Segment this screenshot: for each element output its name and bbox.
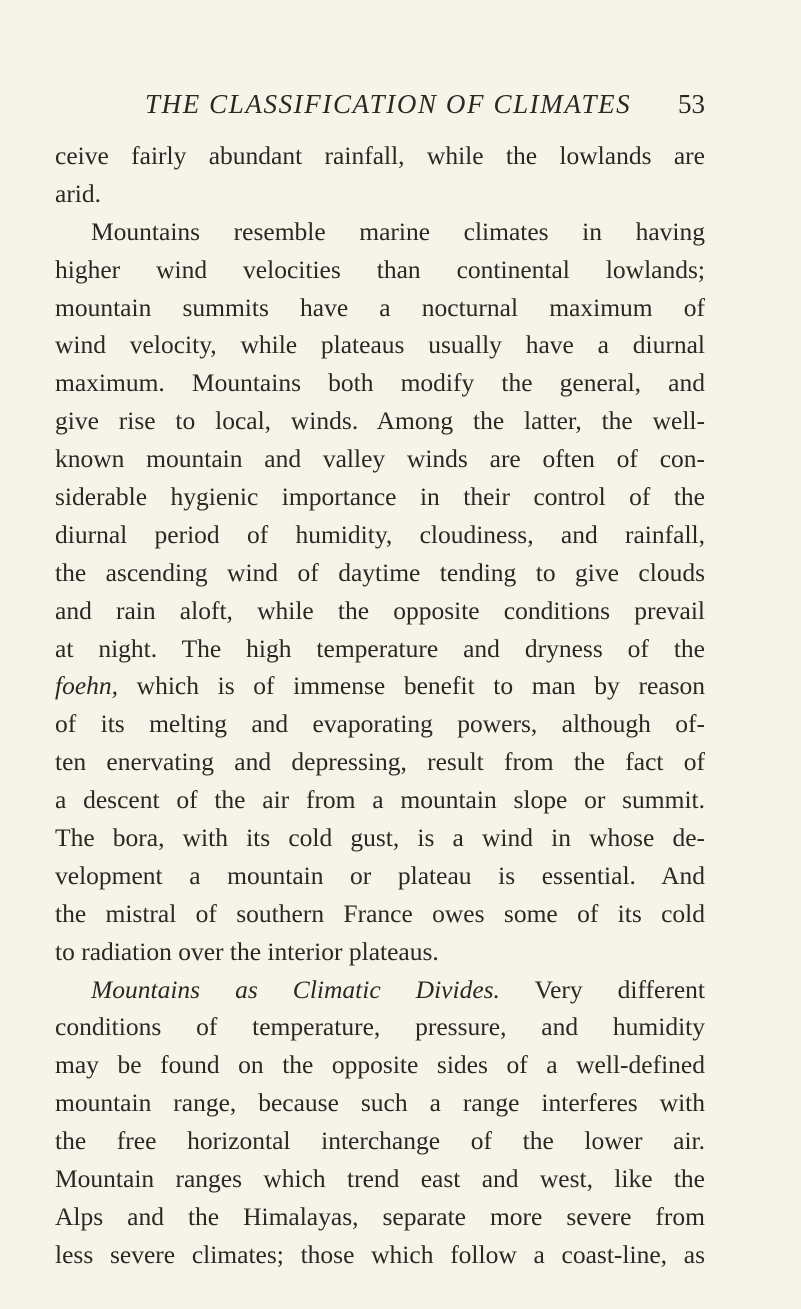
body-text — [55, 137, 705, 1274]
text-line: The bora, with its cold gust, is a wind in whose de- — [55, 823, 705, 853]
text-line — [55, 667, 705, 705]
text-line: ten enervating and depressing, result from the fact of — [55, 747, 705, 777]
text-line — [55, 971, 705, 1009]
text-line: at night. The high temperature and dryness of the — [55, 633, 705, 663]
text-line: Mountain ranges which trend east and west, like the — [55, 1164, 705, 1194]
text-line: mountain summits have a nocturnal maximum of — [55, 292, 705, 322]
text-line: less severe climates; those which follow a coast-line, as — [55, 1239, 705, 1269]
text-line: may be found on the opposite sides of a well-defined — [55, 1050, 705, 1080]
text-line: mountain range, because such a range interferes with — [55, 1088, 705, 1118]
text-line: arid. — [55, 178, 102, 208]
italic-term-foehn: foehn, — [55, 671, 119, 701]
page-number: 53 — [678, 89, 705, 119]
text-line: conditions of temperature, pressure, and humidity — [55, 1012, 705, 1042]
text-line-rest: Very different — [499, 974, 705, 1004]
text-line: ceive fairly abundant rainfall, while the lowlands are — [55, 141, 705, 170]
text-line: diurnal period of humidity, cloudiness, and rainfall, — [55, 519, 705, 549]
section-heading: Mountains as Climatic Divides. — [91, 974, 500, 1004]
text-line: known mountain and valley winds are often of con- — [55, 444, 705, 474]
text-line: the mistral of southern France owes some of its cold — [55, 898, 705, 928]
text-line-rest: which is of immense benefit to man by reason — [118, 671, 705, 701]
text-line: of its melting and evaporating powers, although of- — [55, 709, 705, 739]
text-line: and rain aloft, while the opposite conditions prevail — [55, 595, 705, 625]
text-line: the ascending wind of daytime tending to give clouds — [55, 557, 705, 587]
text-line: Alps and the Himalayas, separate more severe from — [55, 1201, 705, 1231]
text-line: to radiation over the interior plateaus. — [55, 936, 439, 966]
text-line: velopment a mountain or plateau is essential. And — [55, 860, 705, 890]
running-head — [145, 86, 705, 122]
running-title: THE CLASSIFICATION OF CLIMATES — [145, 89, 632, 119]
text-line: siderable hygienic importance in their control of the — [55, 482, 705, 512]
text-line: the free horizontal interchange of the lower air. — [55, 1126, 705, 1156]
text-line: give rise to local, winds. Among the latter, the well- — [55, 406, 705, 436]
text-line: a descent of the air from a mountain slope or summit. — [55, 785, 705, 815]
text-line: wind velocity, while plateaus usually have a diurnal — [55, 330, 705, 360]
text-line: maximum. Mountains both modify the general, and — [55, 368, 705, 398]
text-line: Mountains resemble marine climates in having — [91, 216, 705, 246]
text-line: higher wind velocities than continental lowlands; — [55, 254, 705, 284]
